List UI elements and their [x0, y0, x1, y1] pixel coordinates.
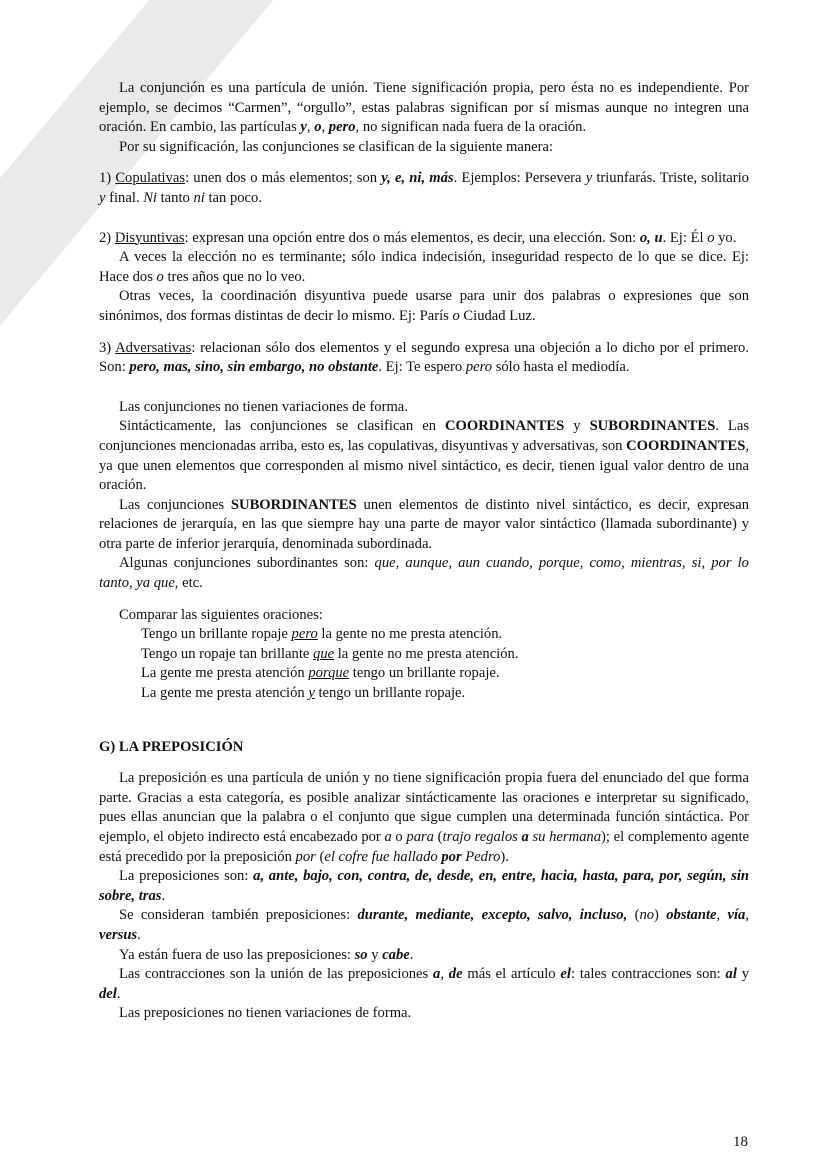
paragraph-fuera-de-uso: Ya están fuera de uso las preposiciones: so y cabe.	[119, 946, 414, 963]
paragraph-otras-preposiciones: Se consideran también preposiciones: durante, mediante, excepto, salvo, incluso, (no) obstante, vía, versus.	[99, 907, 750, 943]
example-sentence: La gente me presta atención y tengo un brillante ropaje.	[141, 685, 466, 702]
section-title: G) LA PREPOSICIÓN	[99, 738, 244, 755]
paragraph-copulativas: 1) Copulativas: unen dos o más elementos; son y, e, ni, más. Ejemplos: Persevera y triunfarás. Triste, solitario y final. Ni tanto ni tan poco.	[99, 170, 749, 206]
example-sentence: La gente me presta atención porque tengo un brillante ropaje.	[141, 665, 500, 682]
paragraph-preposicion-intro: La preposición es una partícula de unión y no tiene significación propia fuera del enunciado del que forma parte. Gracias a esta categoría, es posible analizar sintácticamente las oraciones e interpretar su significado, pues ellas anuncian que la palabra o el conjunto que sigue cumplen una determinada función sintáctica. Por ejemplo, el objeto indirecto está encabezado por a o para (trajo regalos a su hermana); el complemento agente está precedido por la preposición por (el cofre fue hallado por Pedro).	[99, 770, 750, 865]
page-content	[99, 79, 749, 1024]
paragraph-conjuncion-intro: La conjunción es una partícula de unión. Tiene significación propia, pero ésta no es independiente. Por ejemplo, se decimos “Carmen”, “orgullo”, estas palabras significan por sí mismas aunque no integren una oración. En cambio, las partículas y, o, pero, no significan nada fuera de la oración.	[99, 80, 749, 136]
paragraph-disyuntivas: 2) Disyuntivas: expresan una opción entre dos o más elementos, es decir, una elección. Son: o, u. Ej: Él o yo.	[99, 229, 737, 246]
compare-heading: Comparar las siguientes oraciones:	[119, 606, 323, 623]
paragraph-disyuntivas-indecision: A veces la elección no es terminante; sólo indica indecisión, inseguridad respecto de lo que se dice. Ej: Hace dos o tres años que no lo veo.	[99, 249, 749, 285]
page-number: 18	[733, 1134, 748, 1150]
paragraph-clasificacion: Por su significación, las conjunciones se clasifican de la siguiente manera:	[119, 138, 554, 155]
paragraph-ejemplos-subordinantes: Algunas conjunciones subordinantes son: que, aunque, aun cuando, porque, como, mientras, si, por lo tanto, ya que, etc.	[99, 555, 749, 592]
example-sentence: Tengo un brillante ropaje pero la gente no me presta atención.	[141, 626, 503, 643]
paragraph-subordinantes: Las conjunciones SUBORDINANTES unen elementos de distinto nivel sintáctico, es decir, expresan relaciones de jerarquía, en las que siempre hay una parte de mayor valor sintáctico (llamada subordinante) y otra parte de inferior jerarquía, denominada subordinada.	[99, 496, 750, 552]
example-sentence: Tengo un ropaje tan brillante que la gente no me presta atención.	[141, 645, 519, 662]
paragraph-contracciones: Las contracciones son la unión de las preposiciones a, de más el artículo el: tales contracciones son: al y del.	[99, 966, 749, 1002]
paragraph-sintacticamente: Sintácticamente, las conjunciones se clasifican en COORDINANTES y SUBORDINANTES. Las conjunciones mencionadas arriba, esto es, las copulativas, disyuntivas y adversativas, son COORDINANTES, ya que unen elementos que corresponden al mismo nivel sintáctico, es decir, tienen igual valor dentro de una oración.	[99, 418, 750, 494]
paragraph-preposiciones-sin-variaciones: Las preposiciones no tienen variaciones de forma.	[119, 1005, 412, 1022]
paragraph-adversativas: 3) Adversativas: relacionan sólo dos elementos y el segundo expresa una objeción a lo dicho por el primero. Son: pero, mas, sino, sin embargo, no obstante. Ej: Te espero pero sólo hasta el mediodía.	[99, 339, 749, 376]
paragraph-disyuntivas-sinonimos: Otras veces, la coordinación disyuntiva puede usarse para unir dos palabras o expresiones que son sinónimos, dos formas distintas de decir lo mismo. Ej: París o Ciudad Luz.	[99, 288, 749, 324]
paragraph-lista-preposiciones: La preposiciones son: a, ante, bajo, con, contra, de, desde, en, entre, hacia, hasta, para, por, según, sin sobre, tras.	[99, 868, 749, 904]
paragraph-sin-variaciones: Las conjunciones no tienen variaciones de forma.	[119, 398, 408, 415]
